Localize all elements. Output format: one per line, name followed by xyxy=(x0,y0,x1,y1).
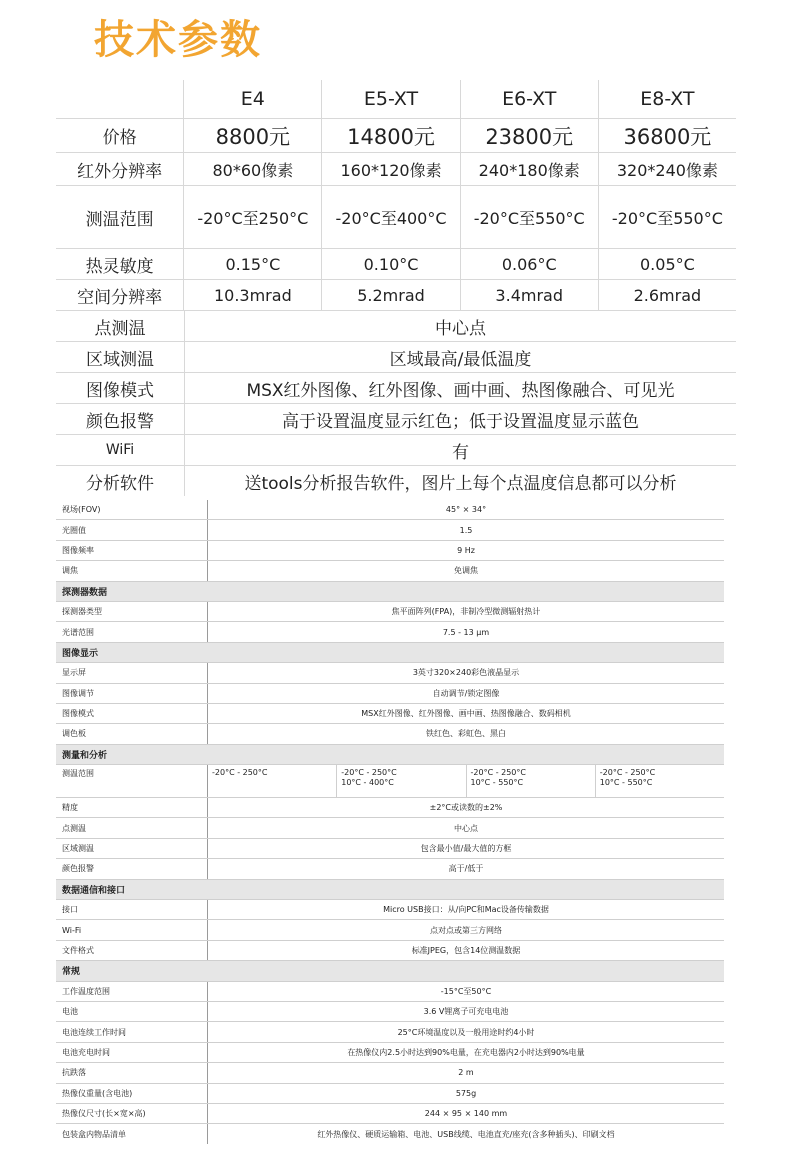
spec-row xyxy=(56,941,724,961)
table-row xyxy=(56,186,736,249)
row-label: 图像模式 xyxy=(56,373,185,403)
spec-label: 测温范围 xyxy=(56,765,208,797)
spec-row xyxy=(56,1063,724,1083)
range-cell xyxy=(596,765,724,797)
spec-label: 工作温度范围 xyxy=(56,982,208,1001)
range-line: 10°C - 400°C xyxy=(341,778,394,788)
spec-row xyxy=(56,602,724,622)
row-label: 测温范围 xyxy=(56,186,184,248)
row-label: 颜色报警 xyxy=(56,404,185,434)
spec-label: 光圈值 xyxy=(56,520,208,539)
price-cell: 14800元 xyxy=(322,119,460,152)
spec-label: 点测温 xyxy=(56,818,208,837)
table-cell: 0.10°C xyxy=(322,249,460,279)
spec-label: 热像仪重量(含电池) xyxy=(56,1084,208,1103)
row-label: 点测温 xyxy=(56,311,185,341)
spec-row xyxy=(56,1043,724,1063)
row-label: 分析软件 xyxy=(56,466,185,496)
spec-row xyxy=(56,920,724,940)
table-cell: 80*60像素 xyxy=(184,153,322,185)
spec-value: 7.5 - 13 µm xyxy=(442,627,490,637)
range-line: 10°C - 550°C xyxy=(599,778,653,788)
row-label: 区域测温 xyxy=(56,342,185,372)
row-label: 价格 xyxy=(56,119,184,152)
spec-value: 自动调节/锁定图像 xyxy=(432,688,500,698)
spec-value: 高于/低于 xyxy=(448,864,484,874)
spec-value: 3.6 V锂离子可充电电池 xyxy=(423,1007,509,1017)
table-row xyxy=(56,342,736,373)
table-row xyxy=(56,373,736,404)
spec-row xyxy=(56,1124,724,1143)
table-row xyxy=(56,311,736,342)
spec-value: 铁红色、彩虹色、黑白 xyxy=(426,729,506,739)
spec-row xyxy=(56,798,724,818)
merged-cell: MSX红外图像、红外图像、画中画、热图像融合、可见光 xyxy=(246,380,675,401)
spec-row xyxy=(56,839,724,859)
spec-value: 免调焦 xyxy=(454,566,478,576)
row-label: 红外分辨率 xyxy=(56,153,184,185)
spec-label: 光谱范围 xyxy=(56,622,208,641)
section-header: 图像显示 xyxy=(56,643,724,663)
spec-label: 接口 xyxy=(56,900,208,919)
header-empty-cell xyxy=(56,80,184,118)
table-cell: 10.3mrad xyxy=(184,280,322,310)
comparison-table xyxy=(56,80,736,496)
price-cell: 23800元 xyxy=(461,119,599,152)
spec-value: 2 m xyxy=(458,1068,474,1078)
section-header: 测量和分析 xyxy=(56,745,724,765)
spec-label: 视场(FOV) xyxy=(56,500,208,519)
spec-label: 电池连续工作时间 xyxy=(56,1022,208,1041)
spec-value: 25°C环境温度以及一般用途时约4小时 xyxy=(397,1027,535,1037)
spec-value: 在热像仪内2.5小时达到90%电量，在充电器内2小时达到90%电量 xyxy=(347,1047,585,1057)
spec-row xyxy=(56,663,724,683)
spec-value: 红外热像仪、硬质运输箱、电池、USB线缆、电池直充/座充(含多种插头)、印刷文档 xyxy=(317,1129,615,1139)
merged-cell: 中心点 xyxy=(435,318,486,339)
spec-row xyxy=(56,859,724,879)
spec-value: 244 × 95 × 140 mm xyxy=(424,1109,508,1119)
table-cell: 5.2mrad xyxy=(322,280,460,310)
table-row xyxy=(56,153,736,186)
table-row xyxy=(56,466,736,496)
spec-label: 颜色报警 xyxy=(56,859,208,878)
table-cell: 0.06°C xyxy=(461,249,599,279)
table-cell: 0.15°C xyxy=(184,249,322,279)
table-cell: 240*180像素 xyxy=(461,153,599,185)
model-header: E8-XT xyxy=(640,88,695,110)
spec-label: 调色板 xyxy=(56,724,208,743)
spec-row xyxy=(56,520,724,540)
range-line: -20°C - 250°C xyxy=(341,768,397,778)
table-cell: 160*120像素 xyxy=(322,153,460,185)
spec-value: 3英寸320×240彩色液晶显示 xyxy=(412,668,520,678)
table-cell: 0.05°C xyxy=(640,254,695,274)
spec-value: 标准JPEG，包含14位测温数据 xyxy=(411,946,521,955)
section-header: 常规 xyxy=(56,961,724,981)
spec-value: 45° × 34° xyxy=(445,505,487,515)
table-cell: 2.6mrad xyxy=(633,285,702,305)
spec-value: 包含最小值/最大值的方框 xyxy=(420,844,512,854)
range-line: 10°C - 550°C xyxy=(470,778,524,788)
spec-label: 图像调节 xyxy=(56,684,208,703)
price-cell: 36800元 xyxy=(623,124,712,149)
merged-cell: 区域最高/最低温度 xyxy=(389,349,532,370)
range-cell xyxy=(208,765,337,797)
spec-row xyxy=(56,500,724,520)
spec-row xyxy=(56,900,724,920)
spec-row xyxy=(56,541,724,561)
table-cell: -20°C至400°C xyxy=(322,186,460,248)
merged-cell: 高于设置温度显示红色；低于设置温度显示蓝色 xyxy=(282,411,639,432)
table-row xyxy=(56,119,736,153)
spec-value: 9 Hz xyxy=(457,545,475,555)
spec-value: Micro USB接口：从/向PC和Mac设备传输数据 xyxy=(383,905,549,915)
row-label: WiFi xyxy=(56,435,185,465)
spec-row xyxy=(56,561,724,581)
merged-cell: 有 xyxy=(452,442,469,463)
spec-row xyxy=(56,982,724,1002)
table-cell: -20°C至550°C xyxy=(461,186,599,248)
range-cell xyxy=(467,765,596,797)
spec-value: 焦平面阵列(FPA)，非制冷型微测辐射热计 xyxy=(391,607,541,617)
spec-value: 575g xyxy=(455,1088,477,1098)
merged-cell: 送tools分析报告软件，图片上每个点温度信息都可以分析 xyxy=(244,473,677,494)
spec-row xyxy=(56,1002,724,1022)
spec-label: 电池充电时间 xyxy=(56,1043,208,1062)
table-cell: -20°C至550°C xyxy=(611,208,723,228)
range-line: -20°C - 250°C xyxy=(470,768,526,778)
section-header: 数据通信和接口 xyxy=(56,880,724,900)
spec-label: 抗跌落 xyxy=(56,1063,208,1082)
spec-label: 调焦 xyxy=(56,561,208,580)
spec-label: 图像模式 xyxy=(56,704,208,723)
spec-label: 电池 xyxy=(56,1002,208,1021)
spec-label: 文件格式 xyxy=(56,941,208,960)
range-line: -20°C - 250°C xyxy=(599,768,656,778)
spec-row xyxy=(56,1084,724,1104)
spec-table xyxy=(56,500,724,1144)
table-row xyxy=(56,249,736,280)
spec-value: MSX红外图像、红外图像、画中画、热图像融合、数码相机 xyxy=(361,709,571,719)
spec-label: 图像频率 xyxy=(56,541,208,560)
table-cell: 3.4mrad xyxy=(461,280,599,310)
spec-label: 包装盒内物品清单 xyxy=(56,1124,208,1143)
section-header: 探测器数据 xyxy=(56,582,724,602)
spec-label: 区域测温 xyxy=(56,839,208,858)
model-header: E4 xyxy=(184,80,322,118)
spec-value: -15°C至50°C xyxy=(440,986,492,996)
page-title: 技术参数 xyxy=(94,17,262,63)
table-row xyxy=(56,404,736,435)
price-cell: 8800元 xyxy=(184,119,322,152)
table-row xyxy=(56,435,736,466)
spec-row xyxy=(56,765,724,798)
table-header-row xyxy=(56,80,736,119)
spec-row xyxy=(56,1022,724,1042)
spec-label: 精度 xyxy=(56,798,208,817)
spec-row xyxy=(56,684,724,704)
spec-row xyxy=(56,622,724,642)
model-header: E5-XT xyxy=(322,80,460,118)
row-label: 热灵敏度 xyxy=(56,249,184,279)
spec-value: 1.5 xyxy=(459,525,473,535)
spec-label: 显示屏 xyxy=(56,663,208,682)
spec-label: 探测器类型 xyxy=(56,602,208,621)
spec-value: ±2°C或读数的±2% xyxy=(429,803,503,813)
table-row xyxy=(56,280,736,311)
table-cell: 320*240像素 xyxy=(616,160,718,180)
spec-value: 中心点 xyxy=(454,823,478,833)
spec-value: 点对点或第三方网络 xyxy=(430,925,502,935)
spec-row xyxy=(56,704,724,724)
row-label: 空间分辨率 xyxy=(56,280,184,310)
range-cell xyxy=(337,765,466,797)
spec-label: 热像仪尺寸(长×宽×高) xyxy=(56,1104,208,1123)
spec-label: Wi-Fi xyxy=(56,920,208,939)
model-header: E6-XT xyxy=(461,80,599,118)
spec-row xyxy=(56,1104,724,1124)
table-cell: -20°C至250°C xyxy=(184,186,322,248)
spec-row xyxy=(56,818,724,838)
range-line: -20°C - 250°C xyxy=(212,768,268,778)
spec-row xyxy=(56,724,724,744)
